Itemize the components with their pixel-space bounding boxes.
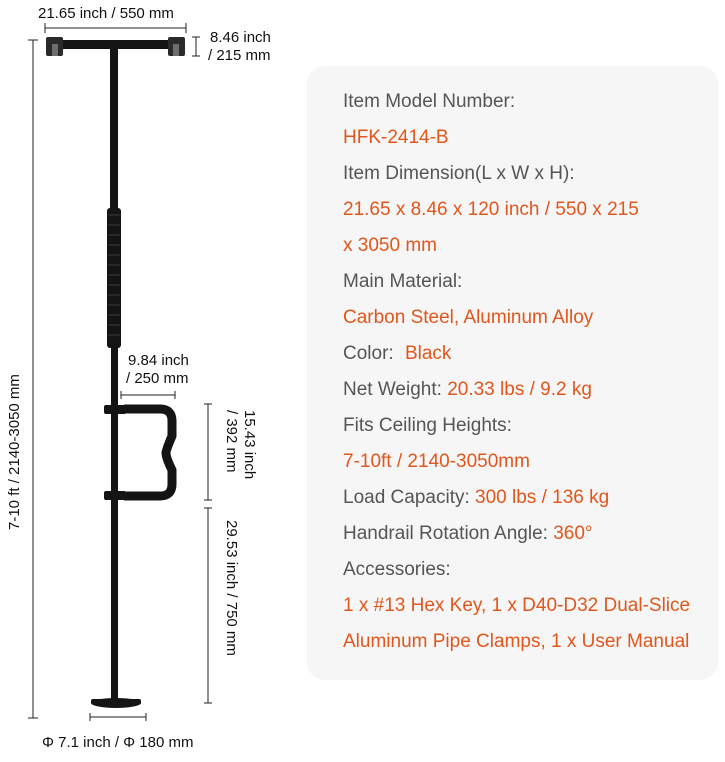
ceiling-heights-value: 7-10ft / 2140-3050mm <box>343 451 530 472</box>
depth-label-line1: 8.46 inch <box>210 29 271 46</box>
color-row <box>343 342 451 366</box>
rotation-angle-value: 360° <box>553 523 593 544</box>
load-capacity-row <box>343 486 609 510</box>
item-dimension-value-line1: 21.65 x 8.46 x 120 inch / 550 x 215 <box>343 199 639 220</box>
depth-label-line2: / 215 mm <box>208 47 271 64</box>
load-capacity-label: Load Capacity: <box>343 487 470 508</box>
net-weight-label: Net Weight: <box>343 379 442 400</box>
color-value: Black <box>404 343 452 364</box>
net-weight-row <box>343 378 592 402</box>
net-weight-value: 20.33 lbs / 9.2 kg <box>447 379 592 400</box>
load-capacity-value: 300 lbs / 136 kg <box>475 487 610 508</box>
item-dimension-label: Item Dimension(L x W x H): <box>343 163 575 184</box>
model-number-value: HFK-2414-B <box>343 127 449 148</box>
ceiling-heights-label: Fits Ceiling Heights: <box>343 415 512 436</box>
total-height-label: 7-10 ft / 2140-3050 mm <box>6 374 23 530</box>
rotation-angle-label: Handrail Rotation Angle: <box>343 523 548 544</box>
handle-from-floor-label: 29.53 inch / 750 mm <box>223 520 240 656</box>
main-material-label: Main Material: <box>343 271 463 292</box>
top-width-label: 21.65 inch / 550 mm <box>38 5 174 22</box>
color-label: Color: <box>343 343 394 364</box>
accessories-value-line2: Aluminum Pipe Clamps, 1 x User Manual <box>343 631 690 652</box>
handle-height-label-line2: / 392 mm <box>223 410 240 473</box>
rotation-angle-row <box>343 522 593 546</box>
handle-width-label-line2: / 250 mm <box>126 370 189 387</box>
base-diameter-label: Φ 7.1 inch / Φ 180 mm <box>42 734 194 751</box>
model-number-label: Item Model Number: <box>343 91 516 112</box>
accessories-value-line1: 1 x #13 Hex Key, 1 x D40-D32 Dual-Slice <box>343 595 691 616</box>
item-dimension-value-line2: x 3050 mm <box>343 235 437 256</box>
handle-width-label-line1: 9.84 inch <box>128 352 189 369</box>
handle-height-label-line1: 15.43 inch <box>241 410 258 480</box>
accessories-label: Accessories: <box>343 559 451 580</box>
product-diagram <box>0 0 300 757</box>
spec-card <box>307 66 718 680</box>
main-material-value: Carbon Steel, Aluminum Alloy <box>343 307 594 328</box>
